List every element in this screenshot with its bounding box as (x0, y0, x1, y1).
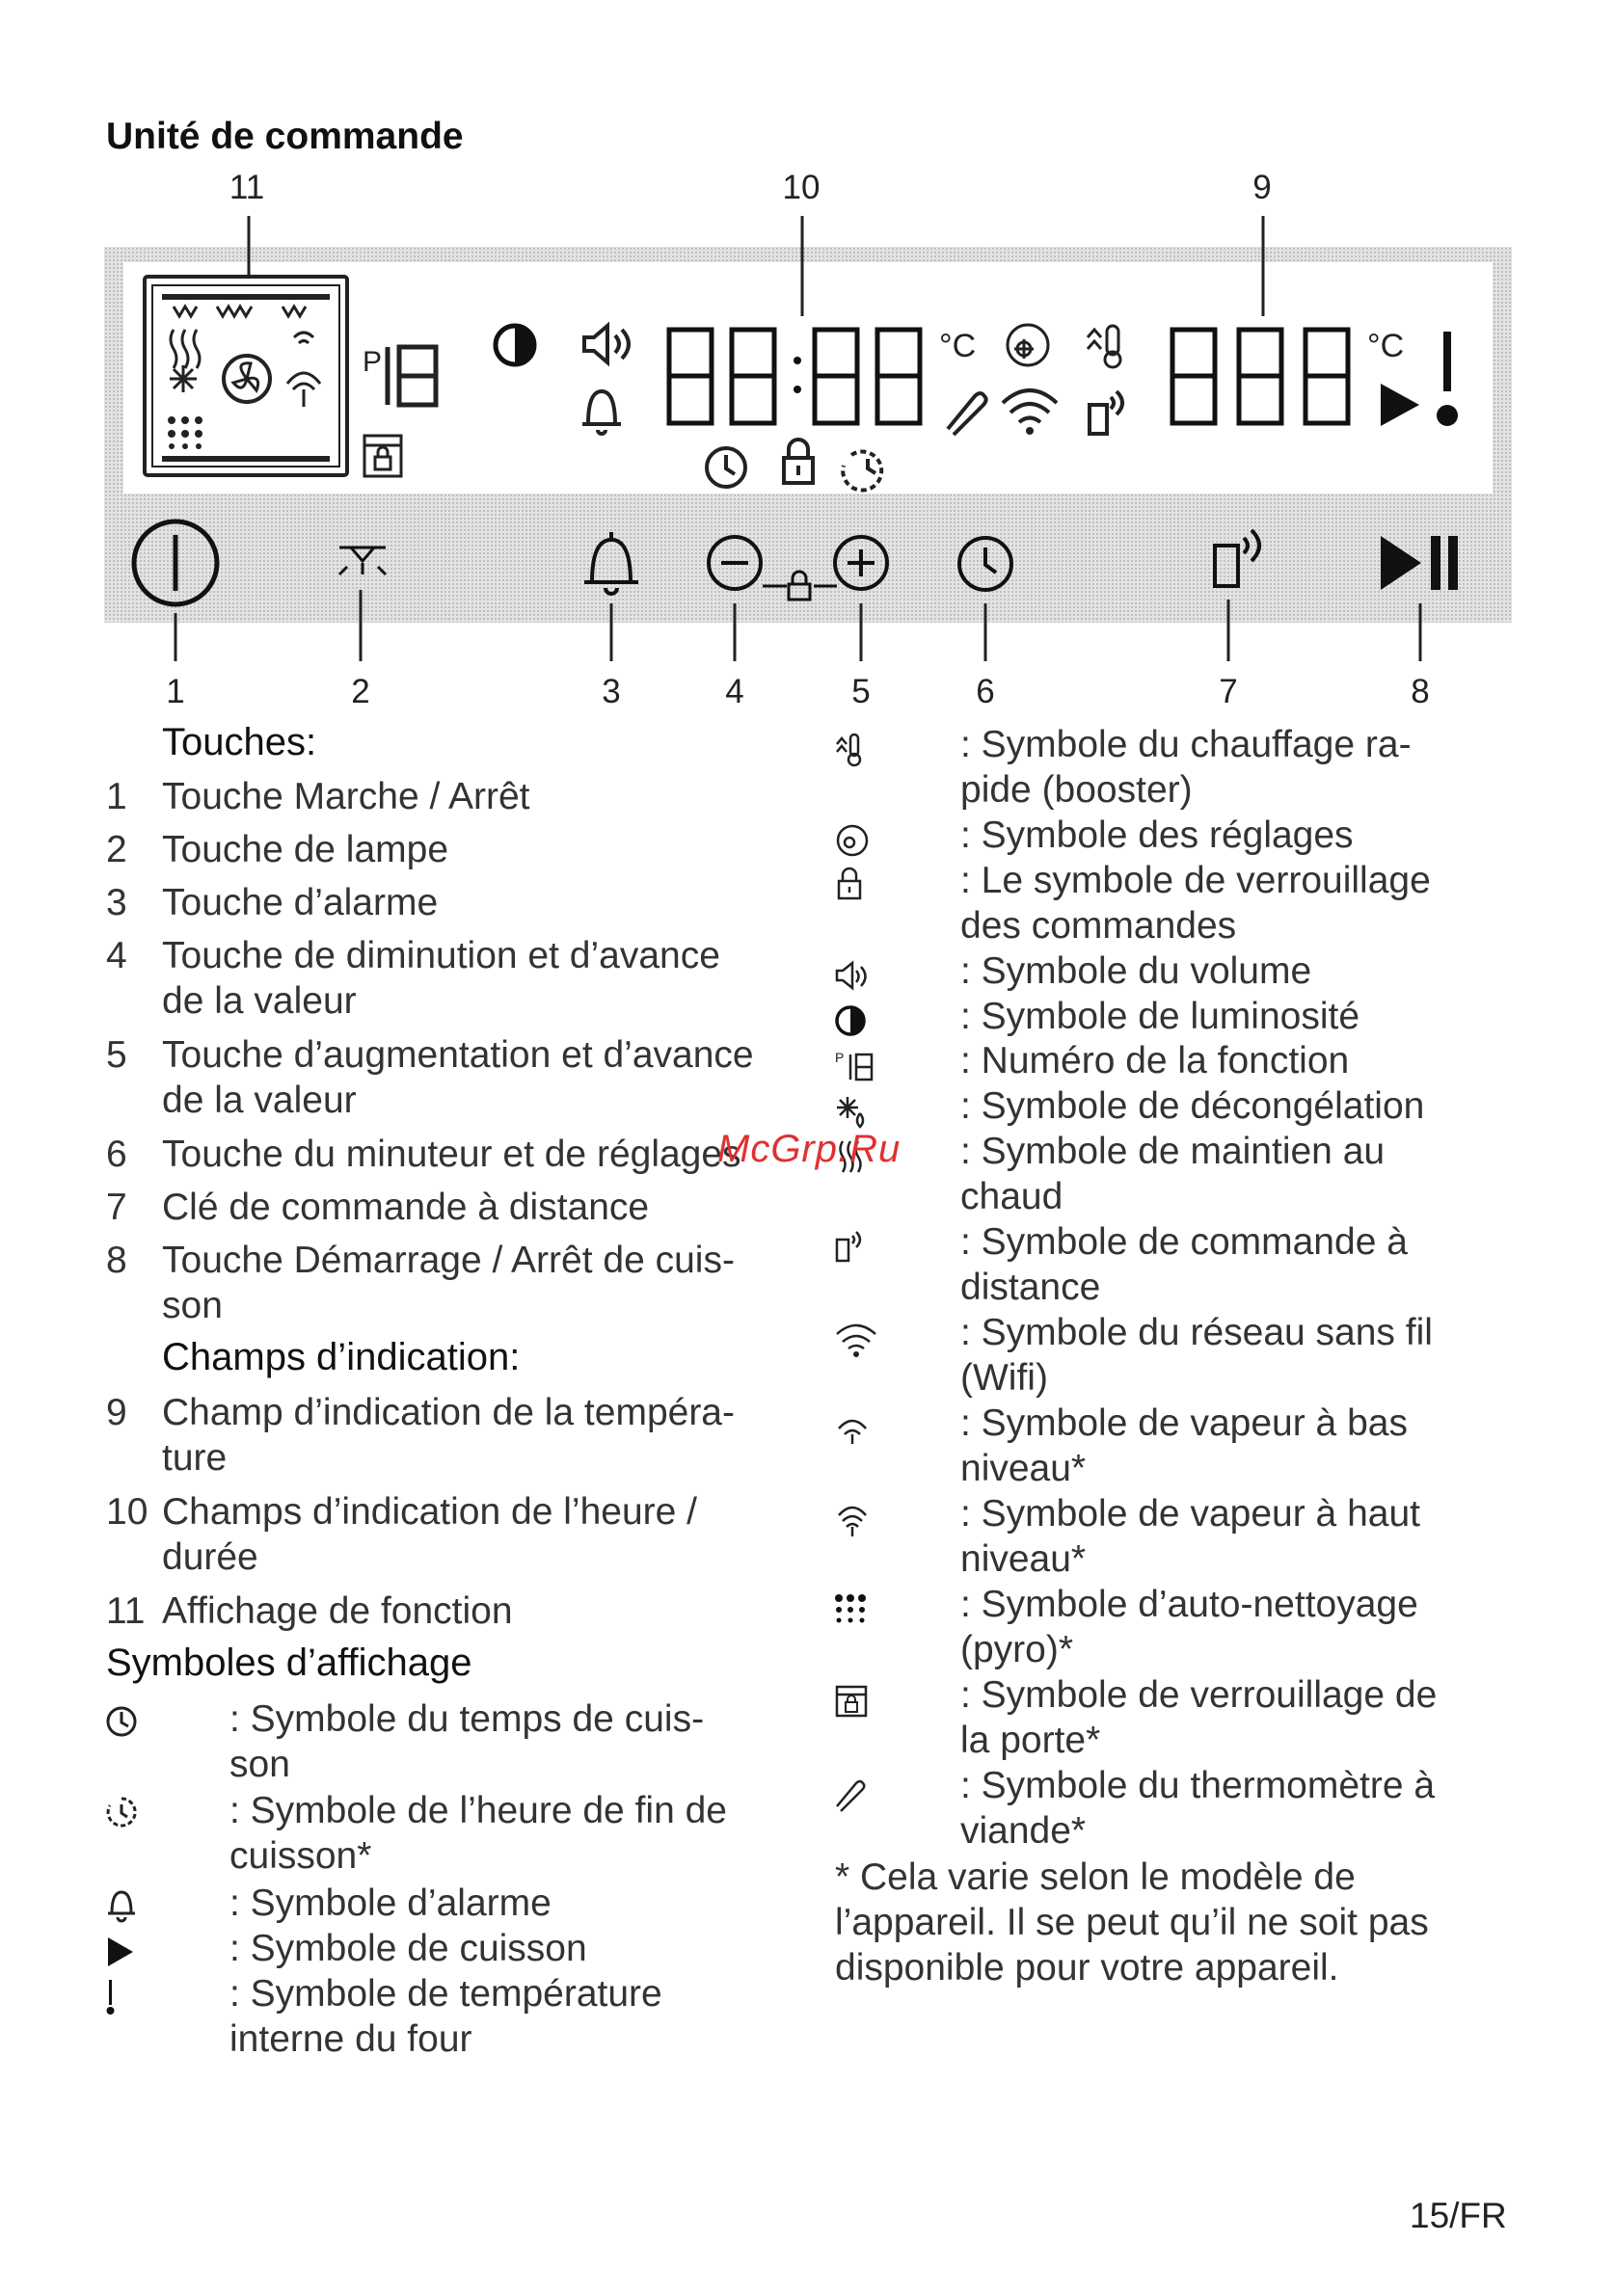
touche-line: de la valeur (162, 1080, 357, 1121)
lock-icon (833, 866, 872, 904)
door-lock-icon (833, 1683, 872, 1722)
pyro-dots (168, 416, 202, 449)
callout-3: 3 (602, 673, 621, 710)
touches-heading: Touches: (162, 721, 317, 763)
symbol-line: son (229, 1744, 290, 1785)
control-panel-drawing (0, 0, 1615, 713)
callout-2: 2 (351, 673, 370, 710)
watermark: McGrp.Ru (717, 1128, 902, 1170)
callout-6: 6 (976, 673, 995, 710)
lamp-button-graphic (339, 547, 386, 574)
function-display (145, 277, 347, 475)
meat-probe-icon (833, 1774, 872, 1812)
touche-line: Touche de lampe (162, 829, 449, 870)
callout-11: 11 (229, 169, 265, 206)
time-digits-text (675, 337, 678, 338)
start-stop-button-graphic (1381, 536, 1421, 590)
clock-icon (104, 1702, 143, 1741)
time-digits (669, 330, 920, 423)
program-digits-text (388, 339, 389, 340)
callout-5: 5 (851, 673, 871, 710)
symbol-line: (pyro)* (960, 1629, 1074, 1670)
oven-temp-display-icon (1437, 332, 1458, 426)
symbol-line: : Symbole de vapeur à bas (960, 1402, 1408, 1444)
oven-temp-icon (104, 1976, 143, 2018)
cook-display-icon (1381, 384, 1419, 426)
bell-display-icon (582, 391, 621, 434)
symbol-line: : Symbole du temps de cuis- (229, 1698, 705, 1740)
symboles-heading: Symboles d’affichage (106, 1642, 472, 1684)
end-time-icon (104, 1793, 143, 1831)
callout-4: 4 (725, 673, 744, 710)
wifi-display-icon (1003, 390, 1057, 422)
symbol-line: : Symbole de maintien au (960, 1131, 1386, 1172)
callout-7: 7 (1219, 673, 1238, 710)
remote-icon (833, 1228, 872, 1267)
booster-display-icon (1088, 326, 1120, 367)
touche-line: Touche Démarrage / Arrêt de cuis- (162, 1240, 735, 1281)
champ-line: Champ d’indication de la tempéra- (162, 1392, 735, 1433)
temp-unit: °C (1367, 328, 1405, 364)
temp-digits-text (1176, 337, 1178, 338)
touche-num: 6 (106, 1134, 127, 1175)
bell-icon (104, 1886, 143, 1925)
symbol-line: distance (960, 1267, 1101, 1308)
program-prefix: P (363, 346, 383, 378)
callout-8: 8 (1411, 673, 1430, 710)
symbol-line: : Symbole de luminosité (960, 996, 1360, 1037)
symbol-line: : Symbole de verrouillage de (960, 1674, 1438, 1716)
touche-line: de la valeur (162, 980, 357, 1022)
symbol-line: niveau* (960, 1538, 1087, 1580)
remote-button-graphic (1215, 530, 1259, 586)
settings-display-icon (1008, 325, 1048, 365)
meat-probe-display-icon (948, 393, 986, 435)
callout-9: 9 (1252, 169, 1272, 206)
symbol-line: : Symbole du chauffage ra- (960, 724, 1412, 765)
touche-line: son (162, 1285, 223, 1326)
program-digits (388, 347, 436, 405)
function-number-icon (833, 1047, 881, 1085)
svg-text:P: P (835, 1050, 845, 1065)
symbol-line: : Symbole de commande à (960, 1221, 1408, 1263)
page-title: Unité de commande (106, 116, 464, 157)
touche-num: 5 (106, 1034, 127, 1076)
champs-heading: Champs d’indication: (162, 1336, 521, 1378)
symbol-line: cuisson* (229, 1835, 372, 1877)
callout-1: 1 (166, 673, 185, 710)
temp-digits (1172, 330, 1348, 423)
settings-icon (833, 821, 872, 860)
symbol-line: : Symbole du volume (960, 950, 1312, 992)
minus-button-graphic (709, 537, 761, 589)
booster-icon (833, 731, 872, 769)
champ-line: durée (162, 1536, 258, 1578)
touche-num: 4 (106, 935, 127, 976)
steam-high-icon (833, 1500, 872, 1538)
symbol-line: : Symbole du thermomètre à (960, 1765, 1436, 1806)
volume-icon (833, 957, 872, 996)
footnote-line: l’appareil. Il se peut qu’il ne soit pas (835, 1902, 1429, 1943)
play-icon (104, 1932, 143, 1970)
volume-display-icon (584, 326, 629, 362)
footnote-line: * Cela varie selon le modèle de (835, 1856, 1356, 1898)
touche-num: 3 (106, 882, 127, 923)
symbol-line: : Symbole des réglages (960, 814, 1354, 856)
touche-line: Touche Marche / Arrêt (162, 776, 530, 817)
page-number: 15/FR (1410, 2196, 1507, 2235)
symbol-line: : Numéro de la fonction (960, 1040, 1350, 1081)
symbol-line: : Symbole du réseau sans fil (960, 1312, 1433, 1353)
symbol-line: chaud (960, 1176, 1063, 1217)
touche-line: Clé de commande à distance (162, 1187, 650, 1228)
touche-num: 8 (106, 1240, 127, 1281)
champ-line: Affichage de fonction (162, 1590, 513, 1632)
defrost-icon (833, 1092, 872, 1131)
symbol-line: : Symbole d’alarme (229, 1882, 552, 1924)
steam-low-icon (833, 1409, 872, 1448)
champ-line: ture (162, 1437, 228, 1479)
touche-line: Touche de diminution et d’avance (162, 935, 720, 976)
timer-button-graphic (959, 538, 1011, 590)
symbol-line: interne du four (229, 2018, 472, 2060)
brightness-display-icon (496, 326, 534, 364)
remote-display-icon (1090, 391, 1122, 434)
symbol-line: : Symbole de l’heure de fin de (229, 1790, 727, 1831)
touche-line: Touche d’augmentation et d’avance (162, 1034, 754, 1076)
plus-button-graphic (835, 537, 887, 589)
symbol-line: niveau* (960, 1448, 1087, 1489)
champ-num: 10 (106, 1491, 148, 1533)
temp-unit-text (1367, 328, 1368, 329)
symbol-line: (Wifi) (960, 1357, 1048, 1399)
footnote-line: disponible pour votre appareil. (835, 1947, 1339, 1989)
symbol-line: la porte* (960, 1720, 1101, 1761)
touche-line: Touche d’alarme (162, 882, 439, 923)
champ-num: 9 (106, 1392, 127, 1433)
symbol-line: : Le symbole de verrouillage (960, 860, 1431, 901)
end-time-display-icon (843, 452, 881, 491)
symbol-line: : Symbole de cuisson (229, 1928, 587, 1969)
champ-num: 11 (106, 1590, 146, 1632)
symbol-line: : Symbole d’auto-nettoyage (960, 1584, 1418, 1625)
brightness-icon (833, 1002, 872, 1041)
key-lock-graphic (763, 572, 837, 600)
symbol-line: des commandes (960, 905, 1237, 947)
symbol-line: viande* (960, 1810, 1087, 1852)
symbol-line: pide (booster) (960, 769, 1193, 811)
callout-10: 10 (782, 169, 821, 206)
touche-num: 2 (106, 829, 127, 870)
symbol-line: : Symbole de vapeur à haut (960, 1493, 1420, 1535)
alarm-button-graphic (584, 532, 638, 594)
touche-line: Touche du minuteur et de réglages (162, 1134, 741, 1175)
symbol-line: : Symbole de température (229, 1973, 662, 2015)
touche-num: 1 (106, 776, 127, 817)
symbol-line: : Symbole de décongélation (960, 1085, 1425, 1127)
time-unit: °C (939, 328, 977, 364)
wifi-icon (833, 1319, 881, 1357)
door-lock-display-icon (364, 436, 401, 476)
champ-line: Champs d’indication de l’heure / (162, 1491, 697, 1533)
pyro-icon (833, 1590, 872, 1629)
touche-num: 7 (106, 1187, 127, 1228)
time-unit-text (939, 328, 940, 329)
